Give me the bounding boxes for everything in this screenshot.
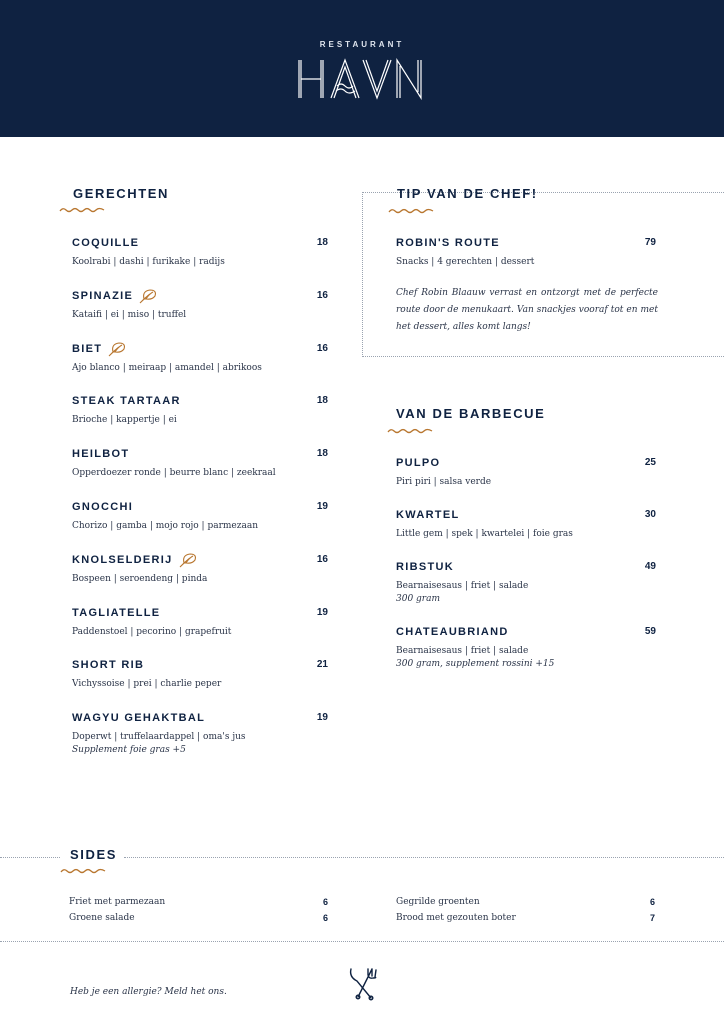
menu-item [72, 394, 328, 427]
item-description: Snacks | 4 gerechten | dessert [396, 257, 535, 267]
item-name-text: SPINAZIE [72, 289, 134, 302]
squiggle-divider [387, 427, 433, 435]
menu-item [396, 560, 656, 606]
menu-item [72, 711, 328, 757]
item-price: 21 [316, 659, 328, 671]
menu-item [72, 658, 328, 691]
vegetarian-leaf-icon [138, 288, 158, 304]
item-name-text: CHATEAUBRIAND [396, 626, 509, 638]
menu-item [72, 500, 328, 533]
cutlery-icon [346, 967, 382, 1001]
item-description: Bearnaisesaus | friet | salade [396, 581, 529, 591]
item-name-text: KWARTEL [396, 509, 460, 521]
item-description: Vichyssoise | prei | charlie peper [72, 679, 222, 690]
side-item [396, 911, 655, 925]
header-banner [0, 0, 724, 137]
item-description: Bearnaisesaus | friet | salade [396, 646, 529, 656]
chef-tip-title: TIP VAN DE CHEF! [397, 186, 538, 201]
item-description: Kataifi | ei | miso | truffel [72, 309, 187, 320]
item-name [396, 508, 656, 522]
menu-item [396, 625, 656, 671]
item-name [396, 625, 656, 639]
menu-item [72, 236, 328, 269]
item-name [72, 606, 328, 620]
item-description: Little gem | spek | kwartelei | foie gras [396, 529, 573, 539]
chef-tip-text: Chef Robin Blaauw verrast en ontzorgt met de perfecte route door de menukaart. Van snackjes vooraf tot en met het dessert, alles komt langs! [396, 288, 658, 332]
item-name [72, 447, 328, 461]
menu-item [72, 447, 328, 480]
item-price: 19 [316, 606, 328, 618]
item-description: Koolrabi | dashi | furikake | radijs [72, 257, 225, 267]
item-price: 59 [644, 626, 656, 637]
item-name-text: WAGYU GEHAKTBAL [72, 712, 206, 725]
item-price: 49 [644, 561, 656, 572]
footer-divider [0, 941, 724, 942]
item-name-text: STEAK TARTAAR [72, 395, 181, 408]
item-name [72, 711, 328, 725]
menu-item [72, 289, 328, 322]
item-name-text: RIBSTUK [396, 561, 454, 573]
side-price: 7 [649, 913, 655, 923]
side-name: Brood met gezouten boter [396, 913, 516, 923]
item-name [396, 456, 656, 470]
item-note: 300 gram, supplement rossini +15 [396, 659, 555, 669]
menu-item [396, 236, 656, 269]
havn-logo [297, 58, 427, 100]
item-description: Brioche | kappertje | ei [72, 415, 177, 426]
item-price: 16 [316, 342, 328, 354]
side-name: Groene salade [69, 913, 135, 923]
item-name-text: SHORT RIB [72, 659, 145, 672]
item-name-text: COQUILLE [72, 237, 140, 249]
item-price: 18 [316, 395, 328, 407]
item-name [72, 394, 328, 408]
item-name-text: PULPO [396, 457, 441, 469]
item-description: Chorizo | gamba | mojo rojo | parmezaan [72, 521, 259, 531]
side-price: 6 [322, 897, 328, 907]
allergy-note: Heb je een allergie? Meld het ons. [70, 987, 227, 997]
squiggle-divider [59, 206, 105, 214]
item-description: Doperwt | truffelaardappel | oma's jus [72, 732, 246, 743]
item-name-text: TAGLIATELLE [72, 606, 161, 619]
item-price: 30 [644, 509, 656, 520]
item-description: Piri piri | salsa verde [396, 477, 492, 487]
sides-divider-left [0, 857, 60, 858]
item-name-text: BIET [72, 342, 103, 355]
item-description: Bospeen | seroendeng | pinda [72, 573, 208, 584]
item-price: 18 [316, 448, 328, 460]
item-price: 16 [316, 289, 328, 301]
menu-item [396, 456, 656, 489]
item-price: 16 [316, 553, 328, 565]
side-price: 6 [649, 897, 655, 907]
item-name [72, 553, 328, 567]
menu-item [72, 342, 328, 375]
item-price: 19 [316, 712, 328, 724]
side-item [69, 911, 328, 925]
sides-title: SIDES [70, 847, 118, 862]
item-price: 18 [316, 237, 328, 248]
item-description: Opperdoezer ronde | beurre blanc | zeekraal [72, 468, 276, 479]
item-note: Supplement foie gras +5 [72, 745, 186, 756]
restaurant-kicker: RESTAURANT [319, 40, 405, 49]
item-name [72, 342, 328, 356]
item-description: Paddenstoel | pecorino | grapefruit [72, 626, 232, 637]
item-name [396, 560, 656, 574]
vegetarian-leaf-icon [178, 552, 198, 568]
menu-item [72, 606, 328, 639]
item-name [72, 658, 328, 672]
item-price: 19 [316, 501, 328, 512]
item-price: 79 [644, 237, 656, 248]
menu-item [396, 508, 656, 541]
sides-divider-right [124, 857, 724, 858]
gerechten-title: GERECHTEN [73, 186, 170, 201]
item-note: 300 gram [396, 594, 441, 604]
barbecue-title: VAN DE BARBECUE [396, 406, 546, 421]
vegetarian-leaf-icon [107, 341, 127, 357]
item-description: Ajo blanco | meiraap | amandel | abrikoos [72, 362, 262, 373]
squiggle-divider [60, 867, 106, 875]
menu-item [72, 553, 328, 586]
item-name-text: KNOLSELDERIJ [72, 553, 173, 566]
side-name: Friet met parmezaan [69, 897, 166, 907]
item-name-text: HEILBOT [72, 448, 130, 461]
side-item [69, 895, 328, 909]
item-price: 25 [644, 457, 656, 468]
item-name-text: GNOCCHI [72, 501, 134, 513]
item-name: ROBIN'S ROUTE [396, 237, 500, 249]
item-name [72, 289, 328, 303]
side-name: Gegrilde groenten [396, 897, 480, 907]
side-price: 6 [322, 913, 328, 923]
item-name [72, 236, 328, 250]
side-item [396, 895, 655, 909]
squiggle-divider [388, 207, 434, 215]
item-name [72, 500, 328, 514]
